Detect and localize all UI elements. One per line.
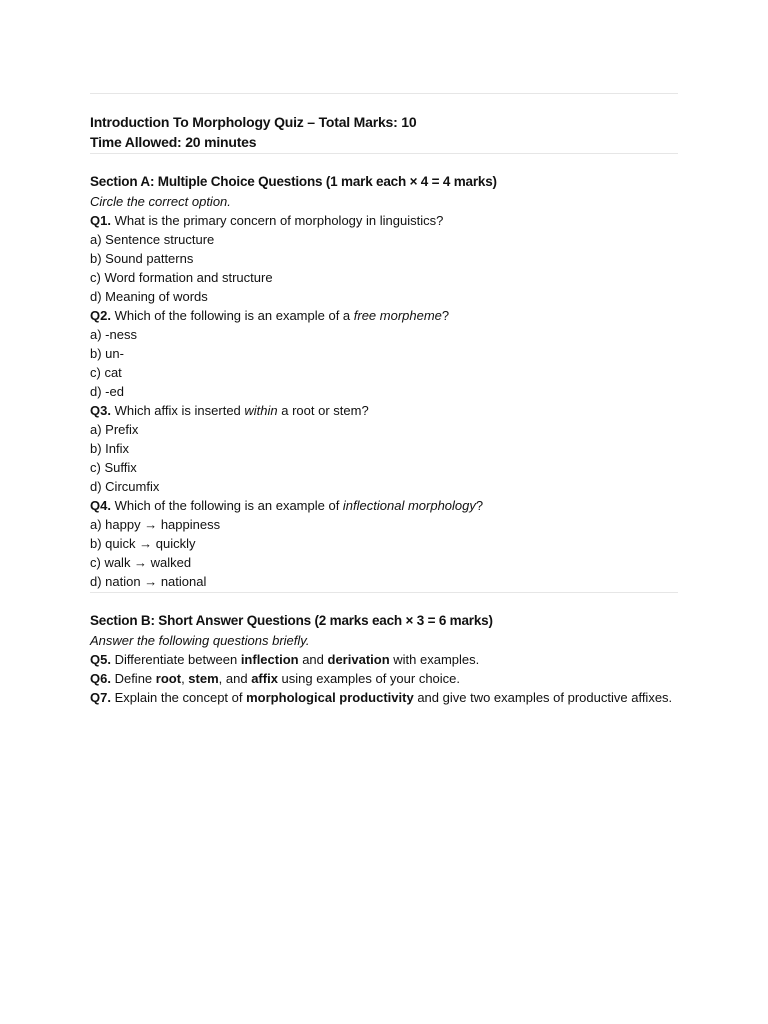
question-emphasis: within: [244, 403, 278, 418]
answer-option: d) Circumfix: [90, 479, 160, 494]
question-emphasis: free morpheme: [353, 308, 442, 323]
answer-option: d) Meaning of words: [90, 289, 208, 304]
answer-option: c) cat: [90, 365, 122, 380]
question-number: Q4.: [90, 498, 111, 513]
answer-option: a) Sentence structure: [90, 232, 215, 247]
answer-option: d) -ed: [90, 384, 124, 399]
answer-option: a) happy → happiness: [90, 517, 221, 532]
question-q7: [90, 688, 678, 707]
answer-option: b) quick → quickly: [90, 536, 196, 551]
section-a-heading: Section A: Multiple Choice Questions (1 mark each × 4 = 4 marks): [90, 174, 497, 189]
answer-option: c) Word formation and structure: [90, 270, 273, 285]
question-q1: [90, 211, 678, 306]
answer-option: b) Sound patterns: [90, 251, 194, 266]
question-text: [90, 211, 678, 230]
question-text: Define: [110, 671, 156, 686]
time-allowed: Time Allowed: 20 minutes: [90, 134, 257, 150]
question-emphasis: inflectional morphology: [342, 498, 476, 513]
question-text: Differentiate between: [110, 652, 241, 667]
key-term: derivation: [327, 652, 390, 667]
question-q6: [90, 669, 678, 688]
question-text-after: a root or stem?: [277, 403, 369, 418]
question-text: and: [298, 652, 328, 667]
question-text-before: Which affix is inserted: [110, 403, 245, 418]
quiz-title: Introduction To Morphology Quiz – Total Marks: 10: [90, 114, 417, 130]
section-a: [90, 172, 678, 591]
question-text: [90, 496, 678, 515]
question-text: Explain the concept of: [110, 690, 247, 705]
quiz-header: [90, 94, 678, 152]
question-text-before: Which of the following is an example of a: [110, 308, 354, 323]
question-text-before: Which of the following is an example of: [110, 498, 343, 513]
key-term: morphological productivity: [246, 690, 414, 705]
answer-option: b) Infix: [90, 441, 130, 456]
question-q3: [90, 401, 678, 496]
answer-option: c) walk → walked: [90, 555, 192, 570]
question-text: with examples.: [389, 652, 480, 667]
key-term: root: [155, 671, 182, 686]
key-term: affix: [251, 671, 278, 686]
question-number: Q5.: [90, 652, 111, 667]
question-text: [90, 306, 678, 325]
section-b-instruction: Answer the following questions briefly.: [90, 633, 310, 648]
question-text-after: ?: [441, 308, 450, 323]
section-b-heading: Section B: Short Answer Questions (2 marks each × 3 = 6 marks): [90, 613, 493, 628]
question-text: , and: [218, 671, 252, 686]
question-q5: [90, 650, 678, 669]
question-text-after: ?: [475, 498, 484, 513]
key-term: stem: [188, 671, 219, 686]
answer-option: a) Prefix: [90, 422, 139, 437]
question-text: and give two examples of productive affixes.: [413, 690, 673, 705]
answer-option: d) nation → national: [90, 574, 207, 589]
question-number: Q3.: [90, 403, 111, 418]
answer-option: b) un-: [90, 346, 124, 361]
question-number: Q6.: [90, 671, 111, 686]
section-b: [90, 611, 678, 707]
quiz-document: [90, 93, 678, 707]
question-q2: [90, 306, 678, 401]
question-text: using examples of your choice.: [277, 671, 461, 686]
key-term: inflection: [240, 652, 299, 667]
question-number: Q2.: [90, 308, 111, 323]
question-text: ,: [181, 671, 189, 686]
answer-option: a) -ness: [90, 327, 137, 342]
question-number: Q7.: [90, 690, 111, 705]
question-number: Q1.: [90, 213, 111, 228]
answer-option: c) Suffix: [90, 460, 137, 475]
question-text: [90, 401, 678, 420]
question-text-before: What is the primary concern of morphology in linguistics?: [110, 213, 444, 228]
question-q4: [90, 496, 678, 591]
section-a-instruction: Circle the correct option.: [90, 194, 231, 209]
